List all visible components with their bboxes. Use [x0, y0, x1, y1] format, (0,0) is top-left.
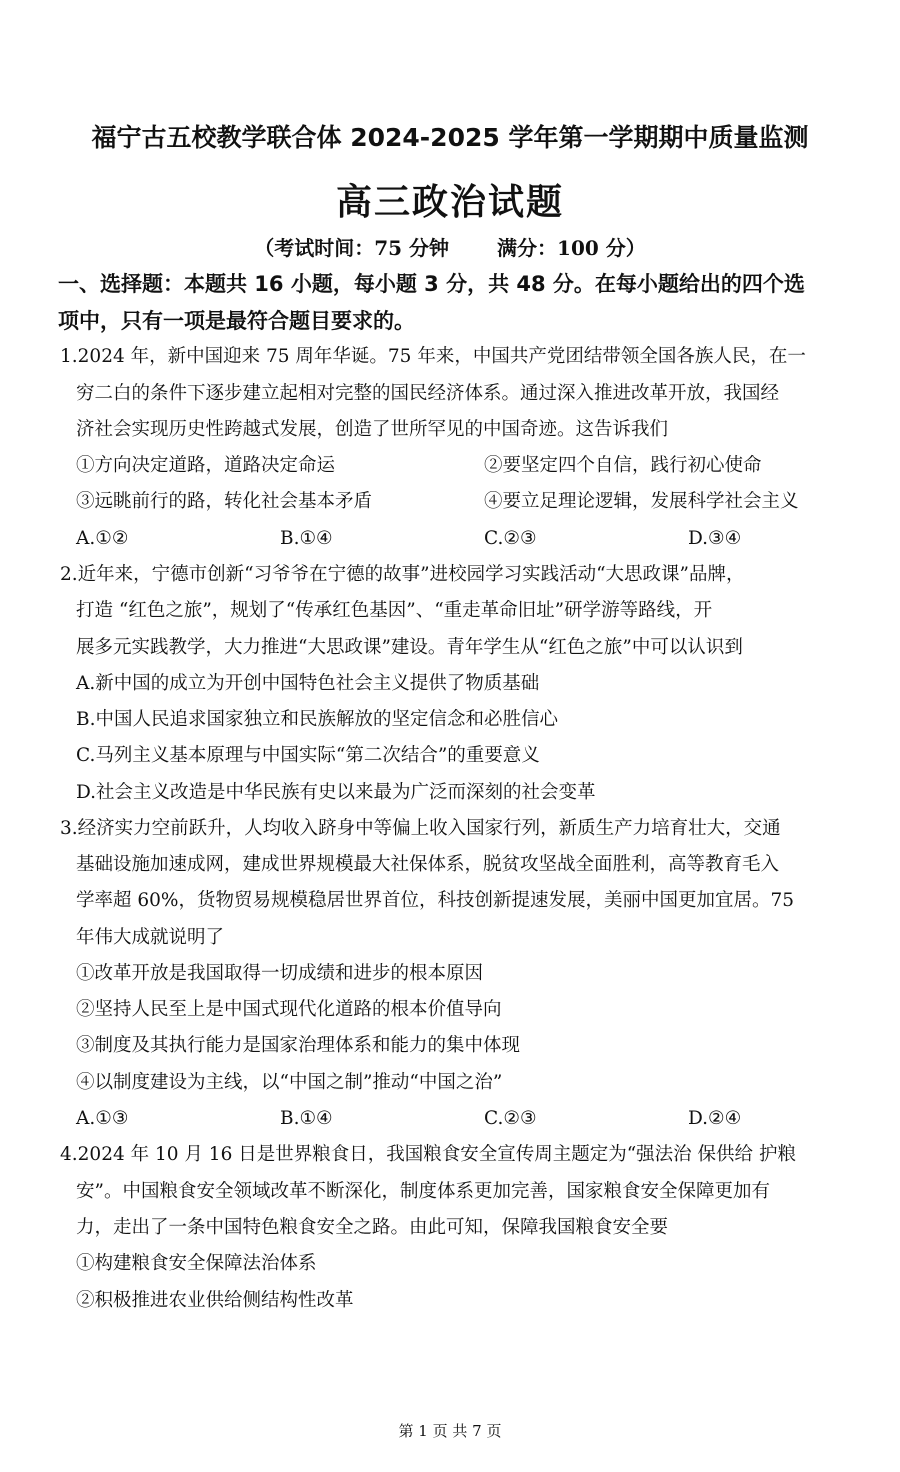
question-3-choice: A.①③	[76, 1108, 129, 1129]
question-2-choice: A.新中国的成立为开创中国特色社会主义提供了物质基础	[76, 673, 540, 694]
question-3-choice: B.①④	[280, 1108, 333, 1129]
section-line: 一、选择题：本题共 16 小题，每小题 3 分，共 48 分。在每小题给出的四个选	[58, 272, 805, 296]
question-3-stem-line: 年伟大成就说明了	[76, 927, 225, 948]
question-1-choice: D.③④	[688, 528, 742, 549]
question-4-stem-line: 安”。中国粮食安全领域改革不断深化，制度体系更加完善，国家粮食安全保障更加有	[76, 1181, 770, 1202]
exam-score: 满分：100 分）	[497, 236, 646, 260]
question-1-choice: A.①②	[76, 528, 129, 549]
section-line: 项中，只有一项是最符合题目要求的。	[58, 309, 415, 333]
question-3-statement: ②坚持人民至上是中国式现代化道路的根本价值导向	[76, 999, 502, 1020]
question-1-statement: ②要坚定四个自信，践行初心使命	[484, 455, 762, 476]
question-1-stem-line: 1.2024 年，新中国迎来 75 周年华诞。75 年来，中国共产党团结带领全国各族人民，在一	[60, 346, 806, 367]
question-1-choice: B.①④	[280, 528, 333, 549]
question-3-stem-line: 3.经济实力空前跃升，人均收入跻身中等偏上收入国家行列，新质生产力培育壮大，交通	[60, 818, 781, 839]
question-4-stem-line: 力，走出了一条中国特色粮食安全之路。由此可知，保障我国粮食安全要	[76, 1217, 669, 1238]
section-heading	[58, 266, 858, 340]
question-1-statement: ④要立足理论逻辑，发展科学社会主义	[484, 491, 799, 512]
question-3-stem-line: 学率超 60%，货物贸易规模稳居世界首位，科技创新提速发展，美丽中国更加宜居。75	[76, 890, 795, 911]
question-1-statement: ③远眺前行的路，转化社会基本矛盾	[76, 491, 373, 512]
question-4-statement: ①构建粮食安全保障法治体系	[76, 1253, 317, 1274]
school-heading: 福宁古五校教学联合体 2024-2025 学年第一学期期中质量监测	[91, 123, 809, 152]
question-2-choice: C.马列主义基本原理与中国实际“第二次结合”的重要意义	[76, 745, 540, 766]
question-1-choice: C.②③	[484, 528, 537, 549]
question-1-stem-line: 穷二白的条件下逐步建立起相对完整的国民经济体系。通过深入推进改革开放，我国经	[76, 383, 780, 404]
question-1-stem-line: 济社会实现历史性跨越式发展，创造了世所罕见的中国奇迹。这告诉我们	[76, 419, 669, 440]
question-4-statement: ②积极推进农业供给侧结构性改革	[76, 1290, 354, 1311]
question-2-stem-line: 打造 “红色之旅”，规划了“传承红色基因”、“重走革命旧址”研学游等路线，开	[76, 600, 713, 621]
question-3-choice: D.②④	[688, 1108, 742, 1129]
exam-info	[0, 232, 900, 261]
question-1-statement: ①方向决定道路，道路决定命运	[76, 455, 336, 476]
question-2-stem-line: 展多元实践教学，大力推进“大思政课”建设。青年学生从“红色之旅”中可以认识到	[76, 637, 743, 658]
question-2-choice: D.社会主义改造是中华民族有史以来最为广泛而深刻的社会变革	[76, 782, 596, 803]
question-2-choice: B.中国人民追求国家独立和民族解放的坚定信念和必胜信心	[76, 709, 558, 730]
question-3-statement: ④以制度建设为主线，以“中国之制”推动“中国之治”	[76, 1072, 503, 1093]
question-3-statement: ③制度及其执行能力是国家治理体系和能力的集中体现	[76, 1035, 521, 1056]
page-footer: 第 1 页 共 7 页	[398, 1422, 502, 1440]
question-4-stem-line: 4.2024 年 10 月 16 日是世界粮食日，我国粮食安全宣传周主题定为“强法治 保供给 护粮	[60, 1144, 796, 1165]
page-title: 高三政治试题	[335, 182, 564, 223]
question-3-choice: C.②③	[484, 1108, 537, 1129]
exam-time: （考试时间：75 分钟	[254, 236, 450, 260]
question-3-statement: ①改革开放是我国取得一切成绩和进步的根本原因	[76, 963, 484, 984]
question-2-stem-line: 2.近年来，宁德市创新“习爷爷在宁德的故事”进校园学习实践活动“大思政课”品牌，	[60, 564, 745, 585]
question-3-stem-line: 基础设施加速成网，建成世界规模最大社保体系，脱贫攻坚战全面胜利，高等教育毛入	[76, 854, 780, 875]
